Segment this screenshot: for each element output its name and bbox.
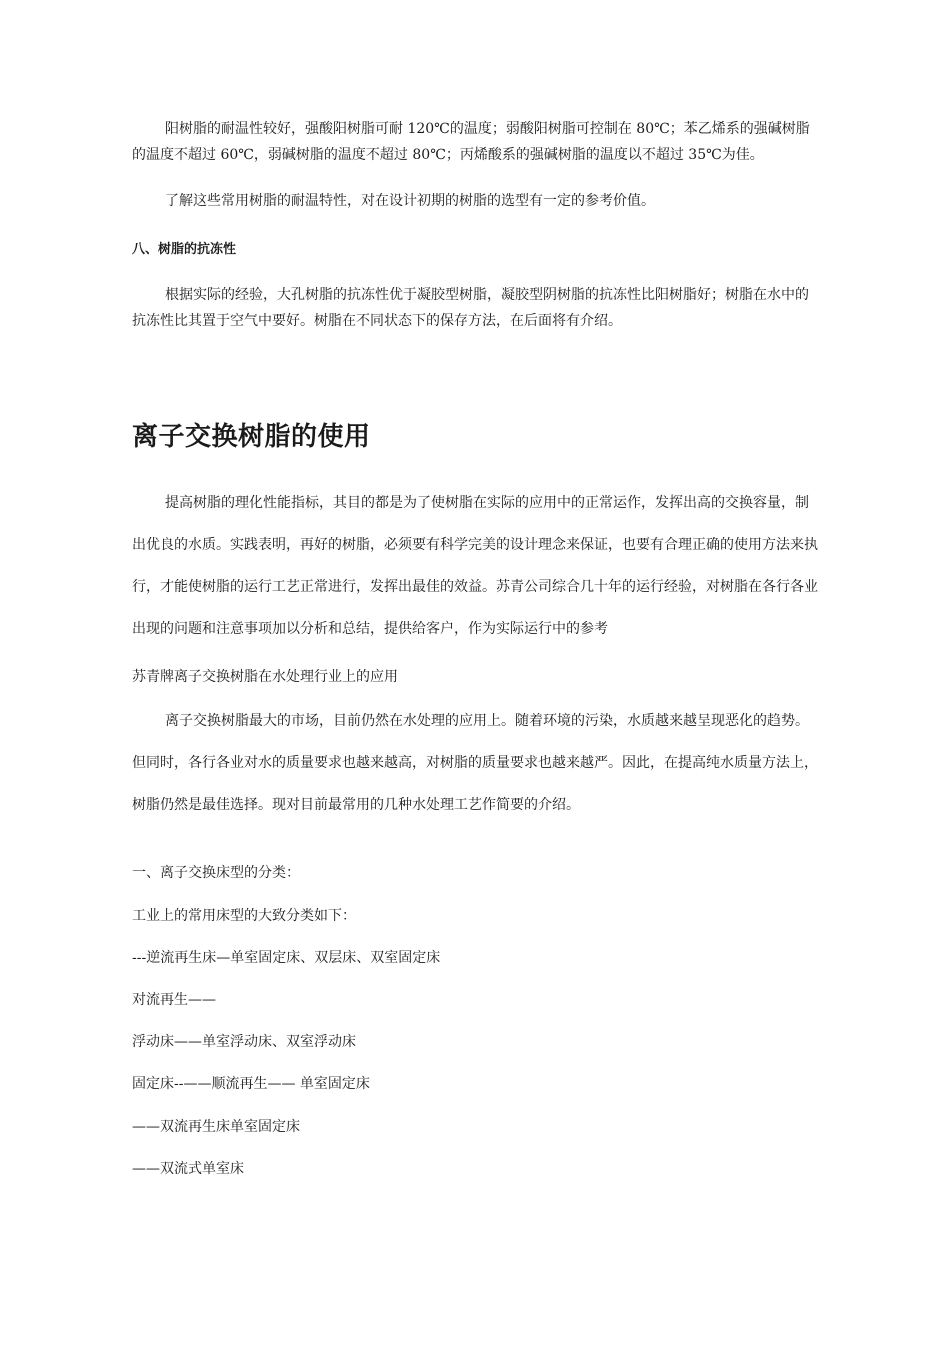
list-heading-bed-types: 一、离子交换床型的分类： xyxy=(132,865,300,881)
list-item: 对流再生—— xyxy=(132,992,216,1008)
paragraph-freeze-resistance: 根据实际的经验，大孔树脂的抗冻性优于凝胶型树脂，凝胶型阴树脂的抗冻性比阳树脂好；树脂在水中的抗冻性比其置于空气中要好。树脂在不同状态下的保存方法，在后面将有介绍。 xyxy=(132,287,809,329)
list-item: ——双流再生床单室固定床 xyxy=(132,1119,300,1135)
list-item: ——双流式单室床 xyxy=(132,1161,244,1177)
page-title: 离子交换树脂的使用 xyxy=(132,422,371,452)
section-heading-freeze-resistance: 八、树脂的抗冻性 xyxy=(132,242,237,257)
list-intro: 工业上的常用床型的大致分类如下： xyxy=(132,908,356,924)
paragraph-usage-intro: 提高树脂的理化性能指标，其目的都是为了使树脂在实际的应用中的正常运作，发挥出高的交换容量，制出优良的水质。实践表明，再好的树脂，必须要有科学完美的设计理念来保证，也要有合理正确的使用方法来执行，才能使树脂的运行工艺正常进行，发挥出最佳的效益。苏青公司综合几十年的运行经验，对树脂在各行各业出现的问题和注意事项加以分析和总结，提供给客户，作为实际运行中的参考 xyxy=(132,495,818,637)
paragraph-selection-value: 了解这些常用树脂的耐温特性，对在设计初期的树脂的选型有一定的参考价值。 xyxy=(165,193,655,209)
list-item: 浮动床——单室浮动床、双室浮动床 xyxy=(132,1034,356,1050)
list-item: ---逆流再生床—单室固定床、双层床、双室固定床 xyxy=(132,950,441,966)
paragraph-water-treatment: 离子交换树脂最大的市场，目前仍然在水处理的应用上。随着环境的污染，水质越来越呈现恶化的趋势。但同时，各行各业对水的质量要求也越来越高，对树脂的质量要求也越来越严。因此，在提高纯水质量方法上，树脂仍然是最佳选择。现对目前最常用的几种水处理工艺作简要的介绍。 xyxy=(132,713,818,813)
subheading-water-treatment: 苏青牌离子交换树脂在水处理行业上的应用 xyxy=(132,669,398,685)
paragraph-heat-resistance: 阳树脂的耐温性较好，强酸阳树脂可耐 120℃的温度；弱酸阳树脂可控制在 80℃；苯乙烯系的强碱树脂的温度不超过 60℃，弱碱树脂的温度不超过 80℃；丙烯酸系的强碱树脂的温度以不超过 35℃为佳。 xyxy=(132,121,810,163)
list-item: 固定床--——顺流再生—— 单室固定床 xyxy=(132,1076,370,1092)
